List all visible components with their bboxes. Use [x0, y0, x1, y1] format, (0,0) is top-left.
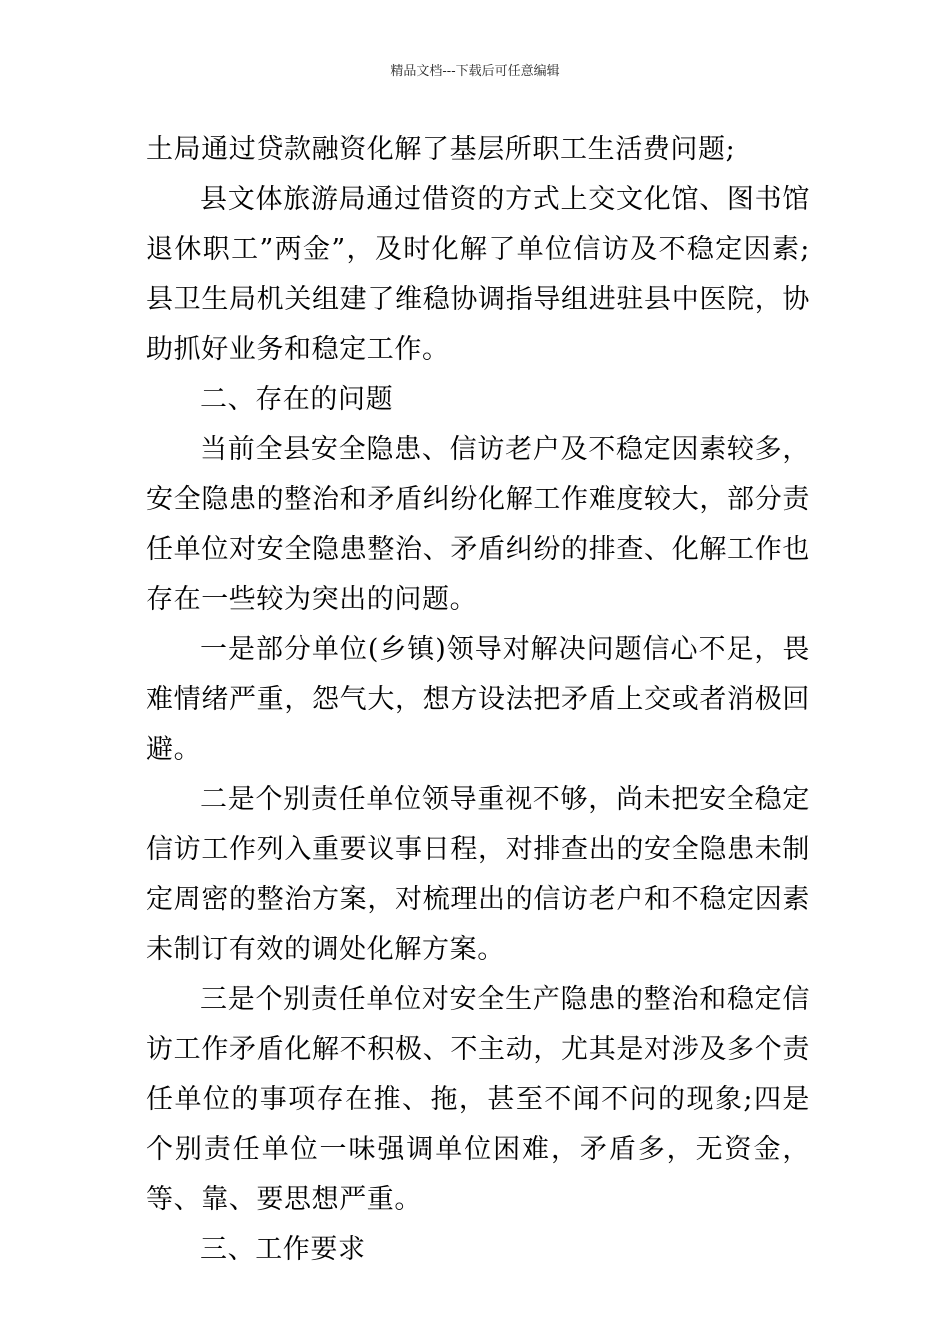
paragraph-current-situation: 当前全县安全隐患、信访老户及不稳定因素较多，安全隐患的整治和矛盾纠纷化解工作难度较大，部分责任单位对安全隐患整治、矛盾纠纷的排查、化解工作也存在一些较为突出的问题。: [146, 434, 810, 615]
paragraph-continuation: 土局通过贷款融资化解了基层所职工生活费问题;: [146, 134, 736, 165]
paragraph-problem-two: 二是个别责任单位领导重视不够，尚未把安全稳定信访工作列入重要议事日程，对排查出的安全隐患未制定周密的整治方案，对梳理出的信访老户和不稳定因素未制订有效的调处化解方案。: [146, 784, 810, 965]
section-heading-problems: 二、存在的问题: [200, 384, 394, 415]
paragraph-problem-one: 一是部分单位(乡镇)领导对解决问题信心不足，畏难情绪严重，怨气大，想方设法把矛盾上交或者消极回避。: [146, 634, 810, 765]
section-heading-requirements: 三、工作要求: [200, 1234, 366, 1265]
paragraph-wenti-tourism: 县文体旅游局通过借资的方式上交文化馆、图书馆退休职工”两金”，及时化解了单位信访及不稳定因素;县卫生局机关组建了维稳协调指导组进驻县中医院，协助抓好业务和稳定工作。: [146, 184, 810, 365]
page-header: 精品文档---下载后可任意编辑: [390, 64, 560, 79]
document-body: [146, 125, 810, 1275]
paragraph-problem-three-four: 三是个别责任单位对安全生产隐患的整治和稳定信访工作矛盾化解不积极、不主动，尤其是对涉及多个责任单位的事项存在推、拖，甚至不闻不问的现象;四是个别责任单位一味强调单位困难，矛盾多，无资金，等、靠、要思想严重。: [146, 984, 810, 1215]
